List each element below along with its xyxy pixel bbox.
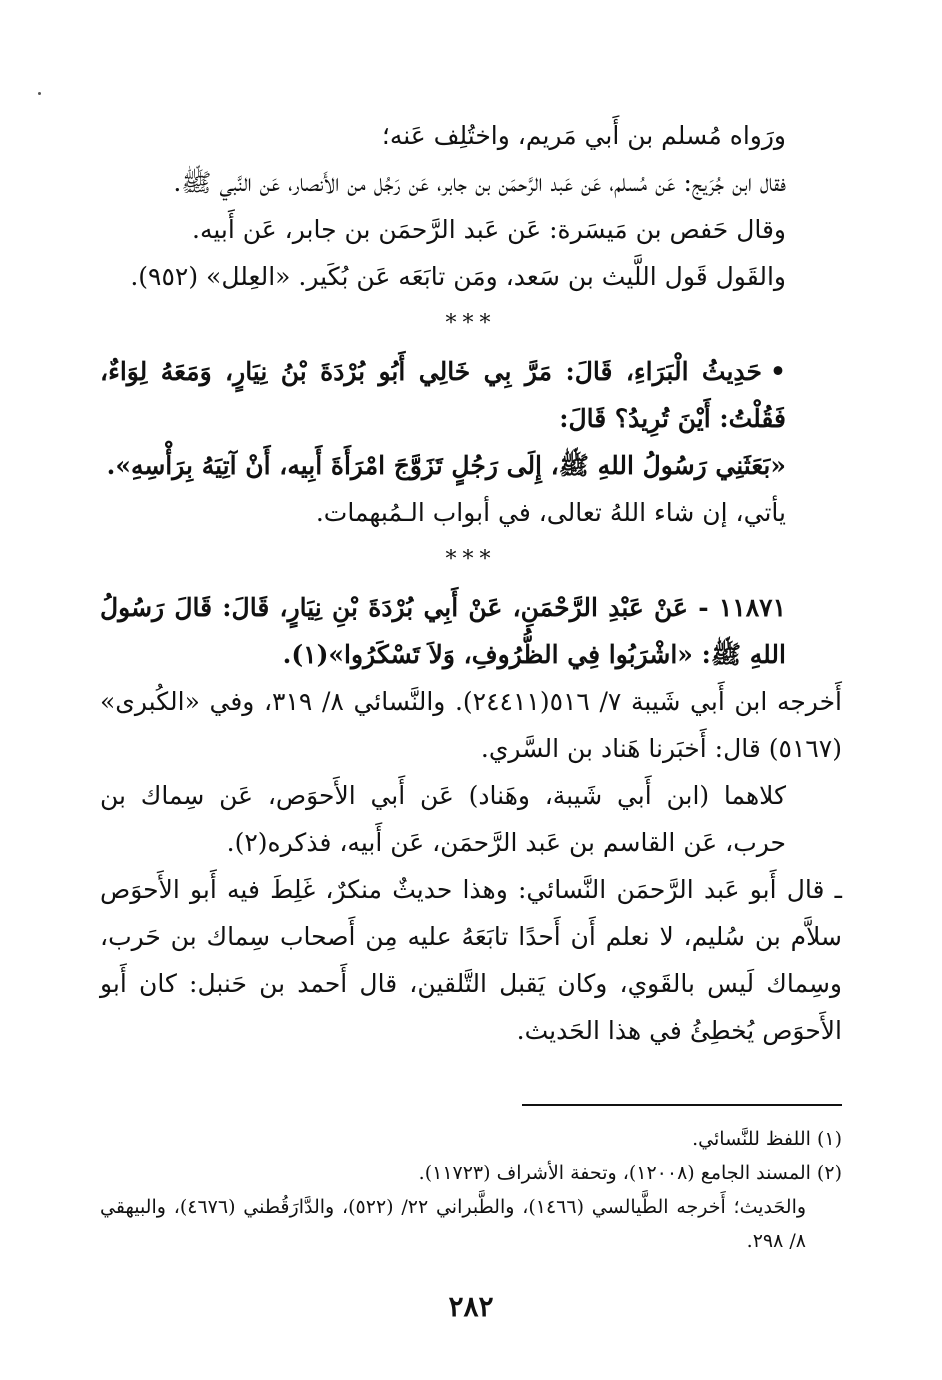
footnote-divider	[522, 1104, 842, 1106]
section-separator-1: ***	[445, 311, 497, 336]
takhrij-paragraph-1: أَخرجه ابن أَبي شَيبة ٧/ ٥١٦(٢٤٤١١). والنَّسائي ٨/ ٣١٩، وفي «الكُبرى» (٥١٦٧) قال: أَخبَرنا هَناد بن السَّري.	[100, 687, 842, 763]
hadith-heading-text: حَدِيثُ الْبَرَاءِ، قَالَ: مَرَّ بِي خَالِي أَبُو بُرْدَةَ بْنُ نِيَارٍ، وَمَعَهُ لِوَاءٌ، فَقُلْتُ: أَيْنَ تُرِيدُ؟ قَالَ:	[100, 357, 786, 433]
footnote-2: (٢) المسند الجامع (١٢٠٠٨)، وتحفة الأشراف (١١٧٢٣).	[418, 1162, 842, 1184]
page-number: ٢٨٢	[448, 1290, 494, 1323]
scan-speck	[38, 92, 41, 95]
bullet-icon: •	[770, 357, 786, 386]
commentary-paragraph: ـ قال أَبو عَبد الرَّحمَن النَّسائي: وهذا حديثٌ منكرٌ، غَلِطَ فيه أَبو الأَحوَص سلاَّم بن سُليم، لا نعلم أَن أَحدًا تابَعَهُ عليه مِن أَصحاب سِماك بن حَرب، وسِماك لَيس بالقَوي، وكان يَقبل التَّلقين، قال أَحمد بن حَنبل: كان أَبو الأَحوَص يُخطِئُ في هذا الحَديث.	[100, 875, 842, 1045]
main-text	[100, 112, 842, 1054]
hadith-entry	[100, 584, 842, 678]
paragraph-2: فقال ابن جُرَيج: عَن مُسلم، عَن عَبد الرَّحمَن بن جابر، عَن رَجُل من الأَنصار، عَن النَّبي ﷺ.	[173, 168, 786, 197]
paragraph-1: ورَواه مُسلم بن أَبي مَريم، واختُلِف عَنه؛	[381, 121, 786, 150]
cross-reference-note: يأتي، إن شاء اللهُ تعالى، في أبواب الـمُبهمات.	[315, 498, 786, 527]
hadith-text: عَنْ عَبْدِ الرَّحْمَنِ، عَنْ أَبِي بُرْدَةَ بْنِ نِيَارٍ، قَالَ: قَالَ رَسُولُ اللهِ ﷺ: «اشْرَبُوا فِي الظُّرُوفِ، وَلاَ تَسْكَرُوا»(١).	[100, 593, 786, 669]
paragraph-4: والقَول قَول اللَّيث بن سَعد، ومَن تابَعَه عَن بُكَير. «العِلل» (٩٥٢).	[130, 262, 786, 291]
hadith-heading-paragraph	[100, 348, 842, 442]
paragraph-3: وقال حَفص بن مَيسَرة: عَن عَبد الرَّحمَن بن جابر، عَن أَبيه.	[192, 215, 786, 244]
section-separator-2: ***	[445, 547, 497, 572]
takhrij-paragraph-2: كلاهما (ابن أَبي شَيبة، وهَناد) عَن أَبي الأَحوَص، عَن سِماك بن حرب، عَن القاسم بن عَبد الرَّحمَن، عَن أَبيه، فذكره(٢).	[100, 781, 786, 857]
hadith-number: ١١٨٧١ -	[698, 593, 786, 622]
footnote-1: (١) اللفظ للنَّسائي.	[692, 1128, 842, 1150]
hadith-quote: «بَعَثَنِي رَسُولُ اللهِ ﷺ، إِلَى رَجُلٍ تَزَوَّجَ امْرَأَةَ أَبِيه، أَنْ آتِيَهُ بِرَأْسِهِ».	[106, 451, 786, 480]
footnote-2-continuation: والحَديث؛ أَخرجه الطَّيالسي (١٤٦٦)، والطَّبراني ٢٢/ (٥٢٢)، والدَّارَقُطني (٤٦٧٦)، والبيهقي ٨/ ٢٩٨.	[100, 1196, 807, 1252]
footnotes	[100, 1122, 842, 1258]
